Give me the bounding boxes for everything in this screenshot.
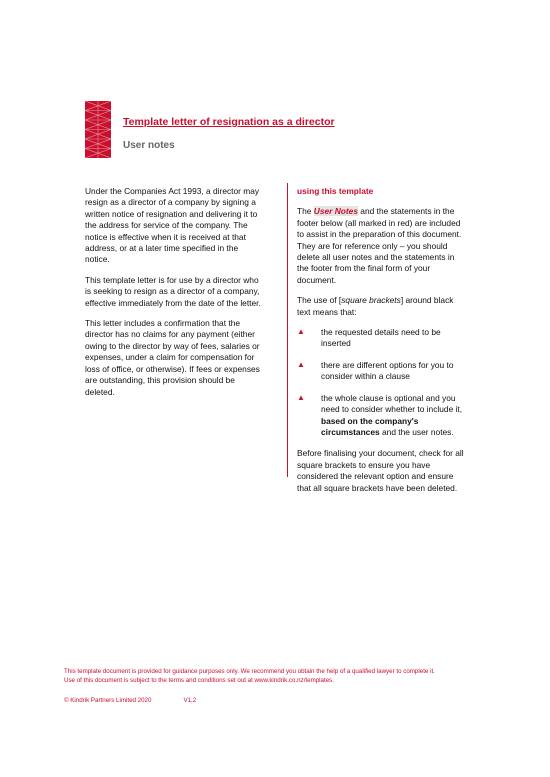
- section-heading: using this template: [297, 186, 374, 196]
- bracket-meaning-list: [297, 327, 467, 438]
- left-paragraph: Under the Companies Act 1993, a director may resign as a director of a company by signing a written notice of resignation and delivering it to the address for service of the company. The notice is effective when it is received at that address, or at a later time specified in the notice.: [85, 186, 260, 265]
- left-column: [85, 186, 263, 407]
- triangle-bullet-icon: ▲: [297, 359, 305, 369]
- footer-statements: [64, 667, 504, 685]
- footer-disclaimer: This template document is provided for guidance purposes only. We recommend you obtain the help of a qualified lawyer to complete it.: [64, 668, 435, 675]
- document-subtitle: User notes: [123, 140, 175, 151]
- user-notes-paragraph: The User Notes and the statements in the footer below (all marked in red) are included to assist in the preparation of this document. They are for reference only – you should delete all user notes and the statements in the footer from the final form of your document.: [297, 206, 462, 285]
- square-brackets-paragraph: The use of [square brackets] around black text means that:: [297, 295, 454, 317]
- red-triangle-grid-logo-icon: [85, 101, 111, 158]
- user-notes-highlight: User Notes: [313, 206, 358, 217]
- left-paragraph: This template letter is for use by a director who is seeking to resign as a director of a company, effective immediately from the date of the letter.: [85, 274, 261, 308]
- triangle-bullet-icon: ▲: [297, 327, 305, 337]
- triangle-bullet-icon: ▲: [297, 392, 305, 402]
- list-item: ▲ the requested details need to be inserted: [297, 327, 441, 349]
- footer-terms: Use of this document is subject to the terms and conditions set out at www.kindrik.co.nz/templates.: [64, 677, 334, 684]
- list-item: ▲ there are different options for you to consider within a clause: [297, 359, 454, 382]
- footer-version: V1.2: [183, 697, 197, 704]
- footer-copyright: © Kindrik Partners Limited 2020: [64, 697, 152, 704]
- document-title: Template letter of resignation as a director: [123, 116, 335, 128]
- footer-copyright-line: [64, 697, 196, 704]
- left-paragraph: This letter includes a confirmation that the director has no claims for any payment (either owing to the director by way of fees, salaries or expenses, under a claim for compensation for loss of office, or otherwise). If fees or expenses are outstanding, this provision should be deleted.: [85, 318, 260, 397]
- right-column: [297, 186, 467, 503]
- list-item: ▲ the whole clause is optional and you need to consider whether to include it, based on the company's circumstances and the user notes.: [297, 392, 463, 437]
- final-check-paragraph: Before finalising your document, check for all square brackets to ensure you have considered the relevant option and ensure that all square brackets have been deleted.: [297, 448, 464, 493]
- column-divider: [287, 183, 288, 477]
